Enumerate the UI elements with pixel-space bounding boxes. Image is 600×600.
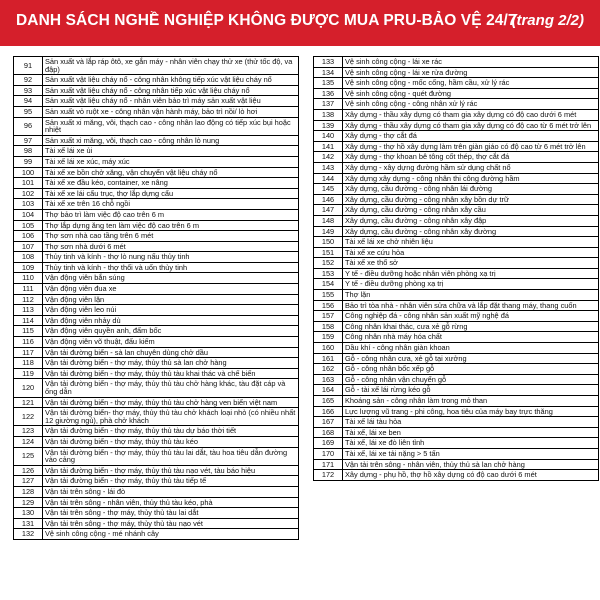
occupation-description: Xây dựng - thầu xây dựng có tham gia xây dựng có độ cao dưới 6 mét — [343, 109, 599, 120]
occupation-description: Vệ sinh công cộng - mé nhánh cây — [43, 529, 299, 540]
occupation-description: Tài xế lái xe ủi — [43, 146, 299, 157]
row-number: 111 — [14, 284, 43, 295]
table-row — [14, 188, 299, 199]
table-row — [314, 152, 599, 163]
row-number: 92 — [14, 75, 43, 86]
row-number: 95 — [14, 106, 43, 117]
row-number: 105 — [14, 220, 43, 231]
occupation-description: Vệ sinh công cộng - mốc cống, hầm cầu, xử lý rác — [343, 78, 599, 89]
occupation-description: Gỗ - tài xế lái rừng kéo gỗ — [343, 385, 599, 396]
occupation-description: Vận tải đường biển- thợ máy, thủy thủ tàu chở khách loại nhỏ (có nhiều nhất 12 giường ngủ), phà chở khách — [43, 408, 299, 426]
occupation-description: Vệ sinh công cộng - lái xe rác — [343, 57, 599, 68]
table-row — [314, 364, 599, 375]
row-number: 106 — [14, 231, 43, 242]
row-number: 122 — [14, 408, 43, 426]
table-row — [314, 343, 599, 354]
table-row — [314, 427, 599, 438]
right-table-body — [314, 57, 599, 481]
row-number: 163 — [314, 374, 343, 385]
row-number: 150 — [314, 237, 343, 248]
row-number: 167 — [314, 417, 343, 428]
row-number: 123 — [14, 426, 43, 437]
row-number: 138 — [314, 109, 343, 120]
occupation-description: Xây dựng - xây dựng đường hầm sử dụng chất nổ — [343, 162, 599, 173]
occupation-description: Sản xuất vỏ ruột xe - công nhân vận hành máy, bảo trì nồi/ lò hơi — [43, 106, 299, 117]
occupation-description: Vận tải đường biển - thợ máy, thủy thủ tàu nạo vét, tàu báo hiệu — [43, 465, 299, 476]
occupation-description: Tài xế xe lái cẩu trục, thợ lắp dựng cẩu — [43, 188, 299, 199]
occupation-description: Vận tải đường biển - thợ máy, thủy thủ tàu lai dắt, tàu hoa tiêu dẫn đường vào cảng — [43, 447, 299, 465]
occupation-description: Xây dựng, cầu đường - công nhân lái đường — [343, 184, 599, 195]
occupation-description: Bảo trì tòa nhà - nhân viên sửa chữa và lắp đặt thang máy, thang cuốn — [343, 300, 599, 311]
occupation-description: Vệ sinh công cộng - quét đường — [343, 88, 599, 99]
row-number: 99 — [14, 156, 43, 167]
table-row — [314, 448, 599, 459]
row-number: 117 — [14, 347, 43, 358]
occupation-description: Vận động viên lặn — [43, 294, 299, 305]
table-row — [314, 332, 599, 343]
table-row — [314, 237, 599, 248]
row-number: 113 — [14, 305, 43, 316]
occupation-description: Vận tải đường biển - thợ máy, thủy thủ tàu dự báo thời tiết — [43, 426, 299, 437]
table-row — [14, 85, 299, 96]
occupation-description: Vận tải trên sông - nhân viên, thủy thủ sà lan chở hàng — [343, 459, 599, 470]
occupation-description: Tài xế lái tàu hỏa — [343, 417, 599, 428]
table-row — [314, 78, 599, 89]
table-row — [14, 347, 299, 358]
table-row — [14, 241, 299, 252]
table-row — [14, 231, 299, 242]
table-row — [314, 311, 599, 322]
row-number: 149 — [314, 226, 343, 237]
table-row — [14, 156, 299, 167]
table-row — [314, 205, 599, 216]
table-row — [314, 353, 599, 364]
row-number: 114 — [14, 315, 43, 326]
row-number: 102 — [14, 188, 43, 199]
row-number: 155 — [314, 290, 343, 301]
occupation-description: Vận tải đường biển - thợ máy, thủy thủ tàu chở hàng ven biển việt nam — [43, 397, 299, 408]
row-number: 109 — [14, 262, 43, 273]
table-row — [314, 67, 599, 78]
occupation-description: Dầu khí - công nhân giàn khoan — [343, 343, 599, 354]
table-row — [14, 397, 299, 408]
row-number: 152 — [314, 258, 343, 269]
table-row — [314, 162, 599, 173]
occupation-description: Vận động viên bắn súng — [43, 273, 299, 284]
row-number: 171 — [314, 459, 343, 470]
occupation-description: Sản xuất vật liệu cháy nổ - công nhân tiếp xúc vật liệu cháy nổ — [43, 85, 299, 96]
occupation-description: Vận động viên đua xe — [43, 284, 299, 295]
table-row — [14, 117, 299, 135]
row-number: 127 — [14, 476, 43, 487]
row-number: 162 — [314, 364, 343, 375]
occupation-description: Vận tải trên sông - thợ máy, thủy thủ tàu nạo vét — [43, 518, 299, 529]
row-number: 168 — [314, 427, 343, 438]
row-number: 133 — [314, 57, 343, 68]
table-row — [14, 436, 299, 447]
occupation-description: Vận động viên quyền anh, đấm bốc — [43, 326, 299, 337]
row-number: 104 — [14, 209, 43, 220]
occupation-description: Thủy tinh và kính - thợ lò nung nấu thủy tinh — [43, 252, 299, 263]
table-row — [14, 252, 299, 263]
occupation-description: Vận tải đường biển - thợ máy, thủy thủ tàu khai thác và chế biến — [43, 368, 299, 379]
row-number: 110 — [14, 273, 43, 284]
left-occupation-table-container — [13, 56, 299, 540]
row-number: 172 — [314, 470, 343, 481]
occupation-description: Công nghiệp đá - công nhân sản xuất mỹ nghệ đá — [343, 311, 599, 322]
occupation-description: Lực lượng vũ trang - phi công, hoa tiêu của máy bay trực thăng — [343, 406, 599, 417]
occupation-description: Sản xuất xi măng, vôi, thạch cao - công nhân lò nung — [43, 135, 299, 146]
occupation-description: Gỗ - công nhân cưa, xẻ gỗ tại xưởng — [343, 353, 599, 364]
row-number: 94 — [14, 96, 43, 107]
table-row — [14, 426, 299, 437]
table-row — [14, 209, 299, 220]
table-row — [314, 385, 599, 396]
table-row — [14, 220, 299, 231]
table-row — [314, 88, 599, 99]
table-row — [14, 96, 299, 107]
table-row — [14, 305, 299, 316]
table-row — [314, 406, 599, 417]
row-number: 100 — [14, 167, 43, 178]
row-number: 141 — [314, 141, 343, 152]
row-number: 131 — [14, 518, 43, 529]
occupation-description: Khoáng sản - công nhân làm trong mỏ than — [343, 396, 599, 407]
row-number: 119 — [14, 368, 43, 379]
occupation-description: Vận động viên leo núi — [43, 305, 299, 316]
occupation-description: Xây dựng, cầu đường - công nhân xây đường — [343, 226, 599, 237]
row-number: 96 — [14, 117, 43, 135]
table-row — [314, 109, 599, 120]
occupation-description: Vận tải đường biển - thợ máy, thủy thủ tàu chở hàng khác, tàu đặt cáp và ống dẫn — [43, 379, 299, 397]
occupation-description: Tài xế, lái xe tải nặng > 5 tấn — [343, 448, 599, 459]
page-indicator: (trang 2/2) — [511, 12, 584, 29]
table-row — [314, 396, 599, 407]
row-number: 132 — [14, 529, 43, 540]
row-number: 156 — [314, 300, 343, 311]
table-row — [14, 326, 299, 337]
occupation-description: Xây dựng - phụ hồ, thợ hồ xây dựng có độ cao dưới 6 mét — [343, 470, 599, 481]
occupation-description: Thợ sơn nhà dưới 6 mét — [43, 241, 299, 252]
table-row — [14, 518, 299, 529]
table-row — [314, 215, 599, 226]
row-number: 120 — [14, 379, 43, 397]
occupation-description: Công nhân nhà máy hóa chất — [343, 332, 599, 343]
occupation-description: Y tế - điều dưỡng phòng xạ trị — [343, 279, 599, 290]
table-row — [14, 379, 299, 397]
row-number: 147 — [314, 205, 343, 216]
row-number: 116 — [14, 337, 43, 348]
row-number: 169 — [314, 438, 343, 449]
row-number: 93 — [14, 85, 43, 96]
occupation-description: Xây dựng, cầu đường - công nhân xây cầu — [343, 205, 599, 216]
row-number: 157 — [314, 311, 343, 322]
row-number: 126 — [14, 465, 43, 476]
occupation-description: Xây dựng, cầu đường - công nhân xây bồn dự trữ — [343, 194, 599, 205]
occupation-description: Vận tải đường biển - thợ máy, thủy thủ tàu tiếp tế — [43, 476, 299, 487]
table-row — [314, 268, 599, 279]
row-number: 153 — [314, 268, 343, 279]
table-row — [14, 497, 299, 508]
right-occupation-table-container — [313, 56, 599, 481]
row-number: 108 — [14, 252, 43, 263]
occupation-description: Vận động viên nhảy dù — [43, 315, 299, 326]
table-row — [314, 300, 599, 311]
row-number: 135 — [314, 78, 343, 89]
occupation-description: Thợ lắp dựng ăng ten làm việc độ cao trên 6 m — [43, 220, 299, 231]
table-row — [314, 321, 599, 332]
table-row — [14, 529, 299, 540]
row-number: 97 — [14, 135, 43, 146]
occupation-description: Xây dựng - thợ hồ xây dựng làm trên giàn giáo có độ cao từ 6 mét trở lên — [343, 141, 599, 152]
table-row — [314, 470, 599, 481]
occupation-description: Tài xế, lái xe đò liên tỉnh — [343, 438, 599, 449]
row-number: 118 — [14, 358, 43, 369]
table-row — [314, 417, 599, 428]
occupation-description: Thợ bảo trì làm việc độ cao trên 6 m — [43, 209, 299, 220]
row-number: 136 — [314, 88, 343, 99]
occupation-description: Sản xuất vật liệu cháy nổ - nhân viên bảo trì máy sản xuất vật liệu — [43, 96, 299, 107]
row-number: 129 — [14, 497, 43, 508]
occupation-description: Tài xế xe trên 16 chỗ ngồi — [43, 199, 299, 210]
row-number: 112 — [14, 294, 43, 305]
occupation-description: Vận động viên võ thuật, đấu kiếm — [43, 337, 299, 348]
table-row — [14, 294, 299, 305]
occupation-description: Vận tải đường biển - thợ máy, thủy thủ sà lan chở hàng — [43, 358, 299, 369]
table-row — [14, 447, 299, 465]
occupation-description: Sản xuất vật liệu cháy nổ - công nhân không tiếp xúc vật liệu cháy nổ — [43, 75, 299, 86]
table-row — [314, 459, 599, 470]
table-row — [314, 57, 599, 68]
table-row — [14, 368, 299, 379]
right-occupation-table — [313, 56, 599, 481]
row-number: 124 — [14, 436, 43, 447]
page-header — [0, 0, 600, 46]
row-number: 144 — [314, 173, 343, 184]
table-row — [314, 290, 599, 301]
table-row — [314, 226, 599, 237]
occupation-description: Công nhân khai thác, cưa xẻ gỗ rừng — [343, 321, 599, 332]
occupation-description: Tài xế xe cứu hỏa — [343, 247, 599, 258]
table-row — [14, 106, 299, 117]
row-number: 161 — [314, 353, 343, 364]
row-number: 142 — [314, 152, 343, 163]
row-number: 148 — [314, 215, 343, 226]
occupation-description: Xây dựng, cầu đường - công nhân xây đập — [343, 215, 599, 226]
table-row — [14, 262, 299, 273]
occupation-description: Gỗ - công nhân bốc xếp gỗ — [343, 364, 599, 375]
table-row — [314, 194, 599, 205]
occupation-description: Tài xế lái xe xúc, máy xúc — [43, 156, 299, 167]
row-number: 121 — [14, 397, 43, 408]
row-number: 160 — [314, 343, 343, 354]
row-number: 143 — [314, 162, 343, 173]
document-title: DANH SÁCH NGHỀ NGHIỆP KHÔNG ĐƯỢC MUA PRU-BẢO VỆ 24/7 — [16, 12, 517, 29]
table-row — [14, 57, 299, 75]
row-number: 91 — [14, 57, 43, 75]
table-row — [14, 75, 299, 86]
occupation-description: Xây dựng xây dựng - công nhân thi công đường hầm — [343, 173, 599, 184]
occupation-description: Xây dựng - thợ cắt đá — [343, 131, 599, 142]
table-row — [14, 178, 299, 189]
row-number: 115 — [14, 326, 43, 337]
row-number: 139 — [314, 120, 343, 131]
row-number: 154 — [314, 279, 343, 290]
table-row — [314, 438, 599, 449]
table-row — [14, 337, 299, 348]
table-row — [314, 99, 599, 110]
left-table-body — [14, 57, 299, 540]
table-row — [14, 465, 299, 476]
table-row — [14, 167, 299, 178]
occupation-description: Tài xế xe đầu kéo, container, xe nâng — [43, 178, 299, 189]
row-number: 170 — [314, 448, 343, 459]
table-row — [314, 258, 599, 269]
table-row — [314, 279, 599, 290]
occupation-description: Vận tải trên sông - nhân viên, thủy thủ tàu kéo, phà — [43, 497, 299, 508]
row-number: 140 — [314, 131, 343, 142]
occupation-description: Thủy tinh và kính - thợ thổi và uốn thủy tinh — [43, 262, 299, 273]
table-row — [14, 508, 299, 519]
occupation-description: Tài xế xe bồn chở xăng, vận chuyển vật liệu cháy nổ — [43, 167, 299, 178]
table-row — [314, 247, 599, 258]
table-row — [314, 173, 599, 184]
table-row — [14, 135, 299, 146]
row-number: 128 — [14, 486, 43, 497]
occupation-description: Tài xế, lái xe ben — [343, 427, 599, 438]
table-row — [314, 131, 599, 142]
occupation-description: Vệ sinh công cộng - lái xe rửa đường — [343, 67, 599, 78]
row-number: 165 — [314, 396, 343, 407]
table-row — [14, 199, 299, 210]
table-row — [314, 120, 599, 131]
occupation-description: Tài xế xe thổ sở — [343, 258, 599, 269]
row-number: 158 — [314, 321, 343, 332]
row-number: 98 — [14, 146, 43, 157]
occupation-description: Vệ sinh công cộng - công nhân xử lý rác — [343, 99, 599, 110]
row-number: 145 — [314, 184, 343, 195]
table-row — [314, 374, 599, 385]
occupation-description: Sản xuất xi măng, vôi, thạch cao - công nhân lao động có tiếp xúc bụi hoặc nhiệt — [43, 117, 299, 135]
table-row — [314, 184, 599, 195]
row-number: 107 — [14, 241, 43, 252]
row-number: 137 — [314, 99, 343, 110]
table-row — [14, 486, 299, 497]
occupation-description: Thợ lặn — [343, 290, 599, 301]
table-row — [14, 273, 299, 284]
occupation-description: Sản xuất và lắp ráp ôtô, xe gắn máy - nhân viên chạy thử xe (thử tốc độ, va đập) — [43, 57, 299, 75]
table-row — [14, 315, 299, 326]
table-row — [14, 358, 299, 369]
row-number: 159 — [314, 332, 343, 343]
row-number: 146 — [314, 194, 343, 205]
row-number: 103 — [14, 199, 43, 210]
occupation-description: Vận tải đường biển - thợ máy, thủy thủ tàu kéo — [43, 436, 299, 447]
occupation-description: Vận tải trên sông - lái đò — [43, 486, 299, 497]
table-row — [14, 476, 299, 487]
row-number: 164 — [314, 385, 343, 396]
table-row — [314, 141, 599, 152]
row-number: 151 — [314, 247, 343, 258]
table-row — [14, 146, 299, 157]
row-number: 166 — [314, 406, 343, 417]
occupation-description: Vận tải trên sông - thợ máy, thủy thủ tàu lai dắt — [43, 508, 299, 519]
table-row — [14, 408, 299, 426]
table-row — [14, 284, 299, 295]
left-occupation-table — [13, 56, 299, 540]
row-number: 130 — [14, 508, 43, 519]
row-number: 101 — [14, 178, 43, 189]
occupation-description: Tài xế lái xe chở nhiên liệu — [343, 237, 599, 248]
occupation-description: Xây dựng - thợ khoan bê tông cốt thép, thợ cắt đá — [343, 152, 599, 163]
occupation-description: Thợ sơn nhà cao tầng trên 6 mét — [43, 231, 299, 242]
occupation-description: Gỗ - công nhân vận chuyển gỗ — [343, 374, 599, 385]
row-number: 125 — [14, 447, 43, 465]
occupation-description: Xây dựng - thầu xây dựng có tham gia xây dựng có độ cao từ 6 mét trở lên — [343, 120, 599, 131]
row-number: 134 — [314, 67, 343, 78]
occupation-description: Y tế - điều dưỡng hoặc nhân viên phòng xạ trị — [343, 268, 599, 279]
occupation-description: Vận tải đường biển - sà lan chuyên dùng chở dầu — [43, 347, 299, 358]
